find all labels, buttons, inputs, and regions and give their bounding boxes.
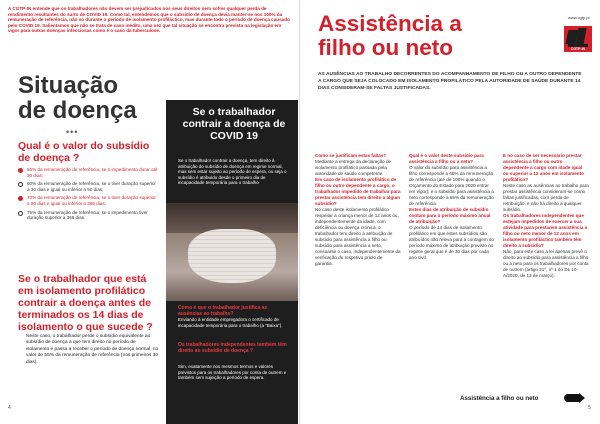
page-number-left: 4 (8, 405, 11, 411)
intro-lead: A CGTP-IN (8, 6, 32, 11)
logo-text: CGTP-IN (570, 47, 586, 51)
column-question: Como se justificam estas faltas? (315, 153, 387, 158)
column-question: Em caso de isolamento profilático de filho ou outro dependente a cargo, o trabalhador impedido de trabalhar para prestar assistência tem direito a algum subsídio? (315, 177, 401, 206)
question-benefit-value: Qual é o valor do subsídio de doença ? (18, 140, 150, 164)
title-line-2: filho ou neto (318, 35, 453, 60)
cgtp-logo (564, 26, 592, 52)
title-line-2: de doença (18, 97, 137, 124)
column-2 (409, 153, 495, 261)
column-paragraph: Mediante a entrega da declaração de isolamento profilático passada pela autoridade de saúde competente. (315, 159, 392, 176)
sidebar-paragraph: Se o trabalhador contrair a doença, tem direito à atribuição do subsídio de doença em regime normal, mas sem estar sujeito ao período de espera, ou seja o subsídio é atribuído desde o primeiro dia de incapacidade temporária para o trabalho (178, 158, 287, 186)
footer-label: Assistência a filho ou neto (460, 395, 539, 402)
intro-text: entende que os trabalhadores não devem ser prejudicados nos seus direitos nem sofrer qualquer perda de rendimento resultantes do surto de COVID 19. Como tal, entendemos que o subsídio de doença devia manter-se nos 100% da remuneração de referência, não só durante o período de isolamento profiláctico, mas durante todo o período de doença causado pelo COVID 19. Salientamos que não se trata de caso inédito, uma vez que tal situação se encontra prevista na legislação em vigor para outras doenças infecciosas como é o caso da tuberculose. (8, 6, 290, 34)
sidebar-question-independent: Os trabalhadores independentes também têm direito ao subsídio de doença ? (178, 342, 287, 354)
intro-paragraph (0, 0, 300, 60)
list-item: 55% da remuneração de referência, se o impedimento durar até 30 dias; (18, 167, 158, 179)
column-question: Estes dias de atribuição de subsídio contam para o período máximo anual de atribuição? (409, 207, 491, 224)
bullet-icon (18, 211, 23, 216)
list-item: 75% da remuneração de referência, se o impedimento tiver duração superior a 365 dias. (18, 210, 158, 222)
sidebar-answer-independent: Sim, exatamente nos mesmos termos e valores previstos para os trabalhadores por conta de outrem e também sem sujeição a período de espera. (178, 364, 287, 381)
title-dots: ••• (66, 127, 79, 137)
covid-sidebar (166, 100, 298, 424)
column-3 (503, 153, 589, 279)
arrow-right-icon (564, 394, 582, 402)
bullet-icon (18, 168, 23, 173)
page-title-assistance (318, 12, 548, 60)
column-paragraph: O período de 14 dias de isolamento profilático em que estes subsídios são atribuídos não releva para a contagem do período máximo de atribuição previsto no regime geral que é de 30 dias por cada ano civil. (409, 225, 495, 260)
column-question: E no caso de ser necessário prestar assistência a filho ou outro dependente a cargo com idade igual ou superior a 12 anos em isolamento profilático? (503, 153, 584, 182)
column-paragraph: Não, para este caso a lei apenas prevê o direito ao subsídio para assistência a filho ou a neto para os trabalhadores por conta de outrem (artigo 21º, nº 1 do DL 10-A/2020, de 13 de março). (503, 249, 589, 278)
sidebar-title: Se o trabalhador contrair a doença de COVID 19 (182, 106, 286, 142)
column-paragraph: Neste caso as ausências ao trabalho para prestar assistência consideram-se como faltas justificadas, com perda de retribuição, e não há direito a qualquer subsídio. (503, 183, 589, 212)
website-url[interactable]: www.cgtp.pt (568, 15, 590, 20)
sidebar-question-justify: Como é que o trabalhador justifica as ausências ao trabalho? (178, 305, 268, 317)
column-question: Os trabalhadores independentes que estejam impedidos de exercer a sua atividade para prestarem assistência a filho ou neto menor de 12 anos em isolamento profiláctico também têm direito a subsídio? (503, 213, 588, 248)
column-question: Qual é o valor deste subsídio para assistência a filho ou a neto? (409, 153, 484, 164)
page-title-sickness (18, 73, 137, 123)
column-paragraph: O valor do subsídio para assistência a filho corresponde a 65% da remuneração de referência (até de 100% quando o Orçamento do Estado para 2020 entrar em vigor); e o subsídio para assistência a neto corresponde a 65% da remuneração de referência. (409, 165, 494, 206)
title-line-1: Assistência a (318, 11, 462, 36)
face-mask-photo (166, 203, 298, 301)
bullet-icon (18, 182, 23, 187)
column-1 (315, 153, 401, 267)
column-paragraph: No caso deste isolamento profilático respeitar a criança menor de 12 anos ou, independentemente da idade, com deficiência ou doença crónica, o trabalhador tem direito à atribuição de subsídio para assistência a filho ou subsídio para assistência a neto, consoante o caso, independentemente da verificação do respetivo prazo de garantia. (315, 207, 401, 266)
answer-isolation-illness: Neste caso, o trabalhador perde o subsídio equivalente ao subsídio de doença a que tem direito no período de isolamento e passa a receber o período de doença normal, no valor de 55% da remuneração de referência (nos primeiros 30 dias). (26, 334, 159, 365)
list-item: 70% da remuneração de referência, se o tiver duração superior a 90 dias e igual ou inferior a 365 dias; (18, 195, 158, 207)
title-line-1: Situação (18, 72, 119, 99)
assistance-lead: AS AUSÊNCIAS AO TRABALHO DECORRENTES DO ACOMPANHAMENTO DE FILHO OU A OUTRO DEPENDENTE A CARGO QUE SEJA COLOCADO EM ISOLAMENTO PROFILÁTICO PELA AUTORIDADE DE SAÚDE DURANTE 14 DIAS CONSIDERAM-SE FALTAS JUSTIFICADAS. (318, 72, 582, 91)
right-page (300, 0, 600, 424)
bullet-icon (18, 196, 23, 201)
question-isolation-illness: Se o trabalhador que está em isolamento profilático contrair a doença antes de terminados os 14 dias de isolamento o que sucede ? (18, 273, 153, 333)
list-item: 60% da remuneração de referência, se o tiver duração superior a 30 dias e igual ou inferior a 90 dias; (18, 181, 158, 193)
sidebar-answer-justify: Enviando à entidade empregadora o certificado de incapacidade temporária para o trabalho (a "Baixa"). (178, 317, 283, 328)
benefit-rate-list (18, 167, 158, 224)
mask-icon (188, 229, 276, 283)
page-number-right: 5 (588, 405, 591, 411)
